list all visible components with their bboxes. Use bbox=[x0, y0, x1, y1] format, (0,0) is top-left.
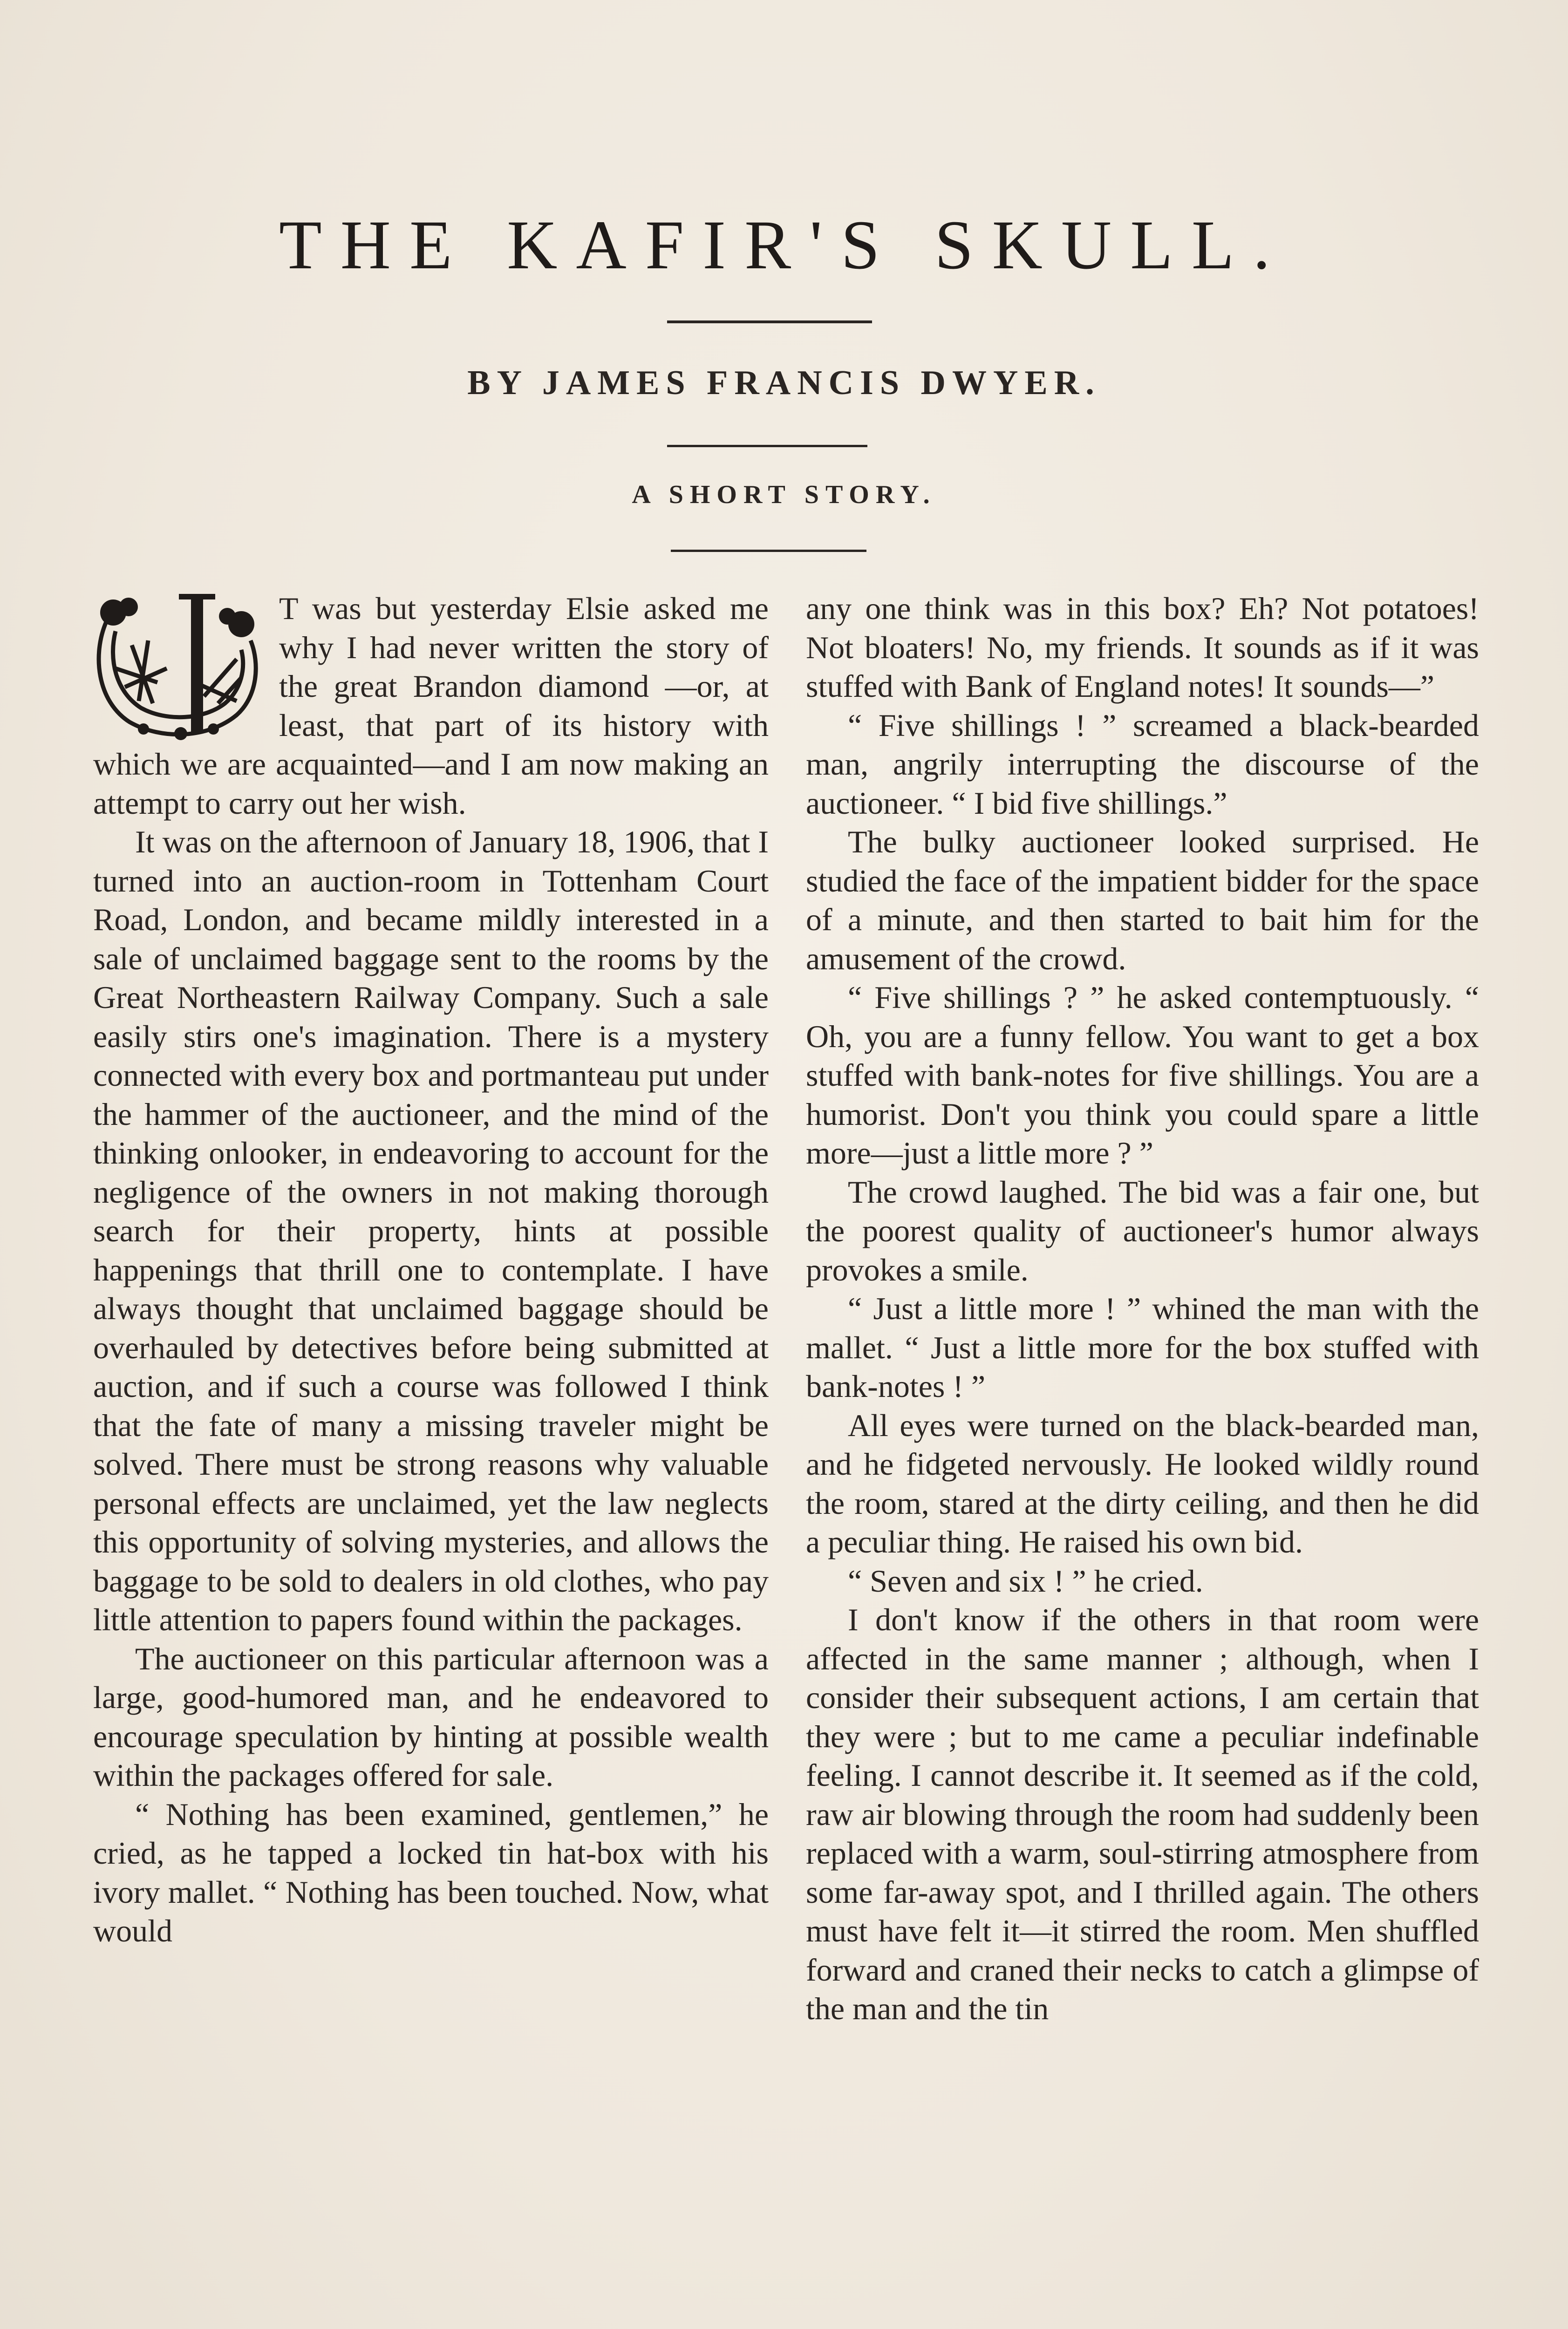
article-title: THE KAFIR'S SKULL. bbox=[279, 206, 1289, 284]
left-column bbox=[93, 589, 769, 2329]
subtitle-rule bbox=[671, 550, 866, 552]
paragraph: The auctioneer on this particular afternoon was a large, good-humored man, and he endeavored to encourage speculation by hinting at possible wealth within the packages offered for sale. bbox=[93, 1641, 769, 1793]
right-column bbox=[806, 589, 1479, 2329]
title-rule bbox=[667, 320, 872, 323]
paragraph: It was on the afternoon of January 18, 1906, that I turned into an auction-room in Tottenham Court Road, London, and became mildly interested in a sale of unclaimed baggage sent to the rooms by the Great Northeastern Railway Company. Such a sale easily stirs one's imagination. There is a mystery connected with every box and portmanteau put under the hammer of the auctioneer, and the mind of the thinking onlooker, in endeavoring to account for the negligence of the owners in not making thorough search for their property, hints at possible happenings that thrill one to contemplate. I have always thought that unclaimed baggage should be overhauled by detectives before being submitted at auction, and if such a course was followed I think that the fate of many a missing traveler might be solved. There must be strong reasons why valuable personal effects are unclaimed, yet the law neglects this opportunity of solving mysteries, and allows the baggage to be sold to dealers in old clothes, who pay little attention to papers found within the packages. bbox=[93, 824, 769, 1637]
paragraph: T was but yesterday Elsie asked me why I had never written the story of the great Brandon diamond —or, at least, that part of its history with which we are acquainted—and I am now making an attempt to carry out her wish. bbox=[93, 591, 769, 821]
paragraph: I don't know if the others in that room were affected in the same manner ; although, when I consider their subsequent actions, I am certain that they were ; but to me came a peculiar indefinable feeling. I cannot describe it. It seemed as if the cold, raw air blowing through the room had suddenly been replaced with a warm, soul-stirring atmosphere from some far-away spot, and I thrilled again. The others must have felt it—it stirred the room. Men shuffled forward and craned their necks to catch a glimpse of the man and the tin bbox=[806, 1602, 1479, 2026]
paragraph: any one think was in this box? Eh? Not potatoes! Not bloaters! No, my friends. It sounds as if it was stuffed with Bank of England notes! It sounds—” bbox=[806, 591, 1479, 704]
paragraph: The crowd laughed. The bid was a fair one, but the poorest quality of auctioneer's humor always provokes a smile. bbox=[806, 1174, 1479, 1287]
paragraph: “ Just a little more ! ” whined the man with the mallet. “ Just a little more for the box stuffed with bank-notes ! ” bbox=[806, 1291, 1479, 1404]
paragraph: “ Seven and six ! ” he cried. bbox=[848, 1563, 1203, 1599]
ornamental-drop-cap bbox=[93, 589, 267, 743]
paragraph: All eyes were turned on the black-bearded man, and he fidgeted nervously. He looked wildly round the room, stared at the dirty ceiling, and then he did a peculiar thing. He raised his own bid. bbox=[806, 1407, 1479, 1559]
paragraph: The bulky auctioneer looked surprised. He studied the face of the impatient bidder for the space of a minute, and then started to bait him for the amusement of the crowd. bbox=[806, 824, 1479, 976]
article-byline: BY JAMES FRANCIS DWYER. bbox=[467, 364, 1101, 402]
article-subtitle: A SHORT STORY. bbox=[632, 480, 936, 509]
byline-rule bbox=[667, 445, 867, 447]
paragraph: “ Five shillings ? ” he asked contemptuously. “ Oh, you are a funny fellow. You want to get a box stuffed with bank-notes for five shillings. You are a humorist. Don't you think you could spare a little more—just a little more ? ” bbox=[806, 980, 1479, 1171]
ornament-icon bbox=[93, 589, 267, 743]
paragraph: “ Five shillings ! ” screamed a black-bearded man, angrily interrupting the discourse of the auctioneer. “ I bid five shillings.” bbox=[806, 707, 1479, 821]
paragraph: “ Nothing has been examined, gentlemen,” he cried, as he tapped a locked tin hat-box with his ivory mallet. “ Nothing has been touched. Now, what would bbox=[93, 1796, 769, 1948]
